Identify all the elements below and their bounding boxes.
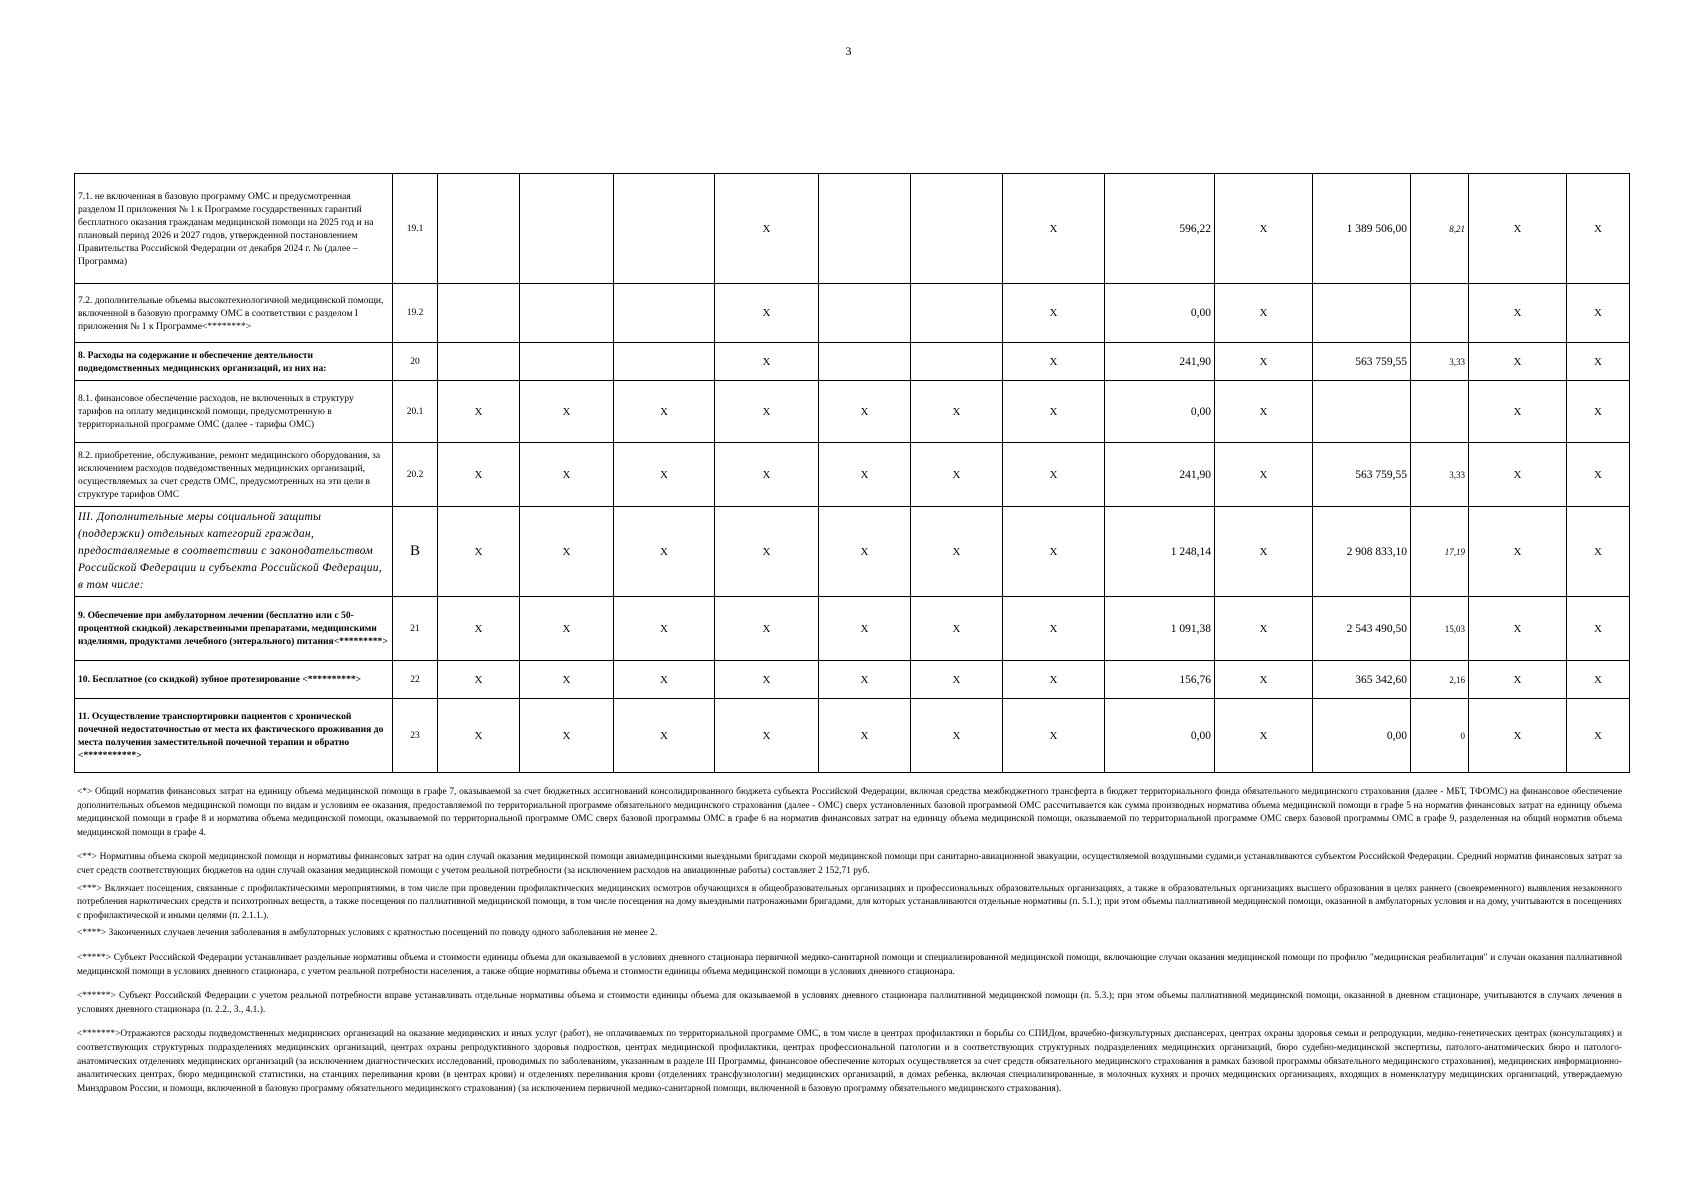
page-number: 3	[845, 44, 852, 58]
table-row	[75, 381, 1630, 443]
cell: X	[1469, 443, 1567, 507]
cell: X	[438, 597, 520, 661]
cell: X	[1215, 661, 1313, 699]
footnote: <******> Субъект Российской Федерации с учетом реальной потребности вправе устанавливать отдельные нормативы объема и стоимости единицы объема для оказываемой в условиях дневного стационара паллиативной медицинской помощи (п. 5.3.); при этом объемы паллиативной медицинской помощи, оказанной в дневном стационаре, учитываются в случаях лечения в условиях дневного стационара (п. 2.2., 3., 4.1.).	[77, 991, 1622, 1015]
cell: 3,33	[1411, 343, 1469, 381]
cell: 563 759,55	[1313, 443, 1411, 507]
cell	[819, 284, 911, 343]
cell: X	[819, 597, 911, 661]
cell: 2 908 833,10	[1313, 507, 1411, 597]
cell: X	[819, 507, 911, 597]
cell: X	[911, 661, 1003, 699]
table-row	[75, 284, 1630, 343]
cell: X	[520, 443, 614, 507]
cell: X	[819, 699, 911, 773]
cell: 2,16	[1411, 661, 1469, 699]
cell: 563 759,55	[1313, 343, 1411, 381]
cell: X	[438, 443, 520, 507]
cell: 596,22	[1105, 174, 1215, 284]
cell: X	[715, 381, 819, 443]
cell: X	[614, 507, 715, 597]
cell: 0,00	[1105, 699, 1215, 773]
row-code: 20	[393, 343, 438, 381]
table-row	[75, 443, 1630, 507]
cell	[911, 284, 1003, 343]
row-code: 19.2	[393, 284, 438, 343]
cell: X	[1469, 661, 1567, 699]
cell: 0	[1411, 699, 1469, 773]
cell	[520, 343, 614, 381]
cell: X	[1215, 343, 1313, 381]
cell	[1411, 284, 1469, 343]
table-row	[75, 507, 1630, 597]
cell: X	[1469, 597, 1567, 661]
cell: X	[1469, 381, 1567, 443]
cell: X	[1469, 507, 1567, 597]
cell: X	[715, 343, 819, 381]
cell: X	[911, 507, 1003, 597]
cell: X	[911, 443, 1003, 507]
cell: X	[1567, 597, 1630, 661]
row-name: 7.1. не включенная в базовую программу ОМС и предусмотренная разделом II приложения № 1 к Программе государственных гарантий бесплатного оказания гражданам медицинской помощи на 2025 год и на плановый период 2026 и 2027 годов, утвержденной постановлением Правительства Российской Федерации от декабря 2024 г. № (далее – Программа)	[75, 174, 393, 284]
cell: 3,33	[1411, 443, 1469, 507]
cell: 2 543 490,50	[1313, 597, 1411, 661]
row-name: 11. Осуществление транспортировки пациентов с хронической почечной недостаточностью от места их фактического проживания до места получения заместительной почечной терапии и обратно <***********>	[75, 699, 393, 773]
cell: X	[1003, 174, 1105, 284]
cell	[438, 174, 520, 284]
cell: X	[614, 597, 715, 661]
cell: X	[1469, 174, 1567, 284]
cell: X	[1567, 381, 1630, 443]
cell: 1 091,38	[1105, 597, 1215, 661]
cell: X	[438, 699, 520, 773]
cell	[520, 284, 614, 343]
row-name: 7.2. дополнительные объемы высокотехнологичной медицинской помощи, включенной в базовую программу ОМС в соответствии с разделом I приложения № 1 к Программе<********>	[75, 284, 393, 343]
row-name: III. Дополнительные меры социальной защиты (поддержки) отдельных категорий граждан, предоставляемые в соответствии с законодательством Российской Федерации и субъекта Российской Федерации, в том числе:	[75, 507, 393, 597]
cell: X	[715, 507, 819, 597]
cell: X	[1567, 699, 1630, 773]
cell	[819, 174, 911, 284]
norms-table	[74, 173, 1630, 773]
cell: X	[1567, 343, 1630, 381]
cell: 0,00	[1105, 381, 1215, 443]
row-name: 8. Расходы на содержание и обеспечение деятельности подведомственных медицинских организаций, из них на:	[75, 343, 393, 381]
cell: X	[614, 381, 715, 443]
cell: 0,00	[1313, 699, 1411, 773]
cell: X	[819, 381, 911, 443]
row-code: 23	[393, 699, 438, 773]
cell: 15,03	[1411, 597, 1469, 661]
cell: X	[1469, 699, 1567, 773]
cell: X	[1567, 443, 1630, 507]
cell: X	[1567, 661, 1630, 699]
cell: X	[438, 507, 520, 597]
cell	[438, 343, 520, 381]
cell: 241,90	[1105, 443, 1215, 507]
cell: X	[1003, 443, 1105, 507]
cell	[614, 174, 715, 284]
footnote: <*****> Субъект Российской Федерации устанавливает раздельные нормативы объема и стоимости единицы объема для оказываемой в условиях дневного стационара первичной медико-санитарной помощи и специализированной медицинской помощи, включающие случаи оказания медицинской помощи по профилю "медицинская реабилитация" и случаи оказания паллиативной медицинской помощи в условиях дневного стационара, с учетом реальной потребности населения, а также общие нормативы объема и стоимости единицы объема медицинской помощи в условиях дневного стационара.	[77, 952, 1622, 977]
cell: X	[1215, 174, 1313, 284]
cell: 156,76	[1105, 661, 1215, 699]
cell: 8,21	[1411, 174, 1469, 284]
footnotes	[77, 786, 1622, 1107]
cell: 0,00	[1105, 284, 1215, 343]
cell	[911, 174, 1003, 284]
cell: 365 342,60	[1313, 661, 1411, 699]
cell: 1 389 506,00	[1313, 174, 1411, 284]
cell: X	[1567, 174, 1630, 284]
cell: X	[1567, 284, 1630, 343]
cell: X	[715, 174, 819, 284]
cell: X	[911, 699, 1003, 773]
cell: X	[1215, 443, 1313, 507]
cell	[520, 174, 614, 284]
cell: X	[1215, 284, 1313, 343]
cell: X	[1003, 381, 1105, 443]
cell: X	[614, 661, 715, 699]
cell: X	[1003, 507, 1105, 597]
cell: X	[520, 597, 614, 661]
cell: X	[1469, 343, 1567, 381]
footnote: <***> Включает посещения, связанные с профилактическими мероприятиями, в том числе при проведении профилактических медицинских осмотров обучающихся в общеобразовательных организациях и профессиональных образовательных организациях, а также в образовательных организациях высшего образования в целях раннего (своевременного) выявления незаконного потребления наркотических средств и психотропных веществ, а также посещения по паллиативной медицинской помощи, в том числе посещения на дому выездными патронажными бригадами, для которых устанавливаются отдельные нормативы (п. 5.1.); при этом объемы паллиативной медицинской помощи, оказанной в амбулаторных условия и на дому, учитываются в посещениях с профилактической и иными целями (п. 2.1.1.).	[77, 883, 1622, 921]
row-name: 9. Обеспечение при амбулаторном лечении (бесплатно или с 50-процентной скидкой) лекарственными препаратами, медицинскими изделиями, продуктами лечебного (энтерального) питания<*********>	[75, 597, 393, 661]
cell: X	[1003, 699, 1105, 773]
cell	[438, 284, 520, 343]
cell	[1411, 381, 1469, 443]
cell: X	[1215, 381, 1313, 443]
cell: X	[715, 284, 819, 343]
cell: 1 248,14	[1105, 507, 1215, 597]
table-row	[75, 174, 1630, 284]
table-row	[75, 661, 1630, 699]
cell: X	[438, 381, 520, 443]
cell: X	[1567, 507, 1630, 597]
cell: X	[614, 699, 715, 773]
cell: X	[1003, 284, 1105, 343]
cell: X	[1003, 597, 1105, 661]
footnote: <*> Общий норматив финансовых затрат на единицу объема медицинской помощи в графе 7, оказываемой за счет бюджетных ассигнований консолидированного бюджета субъекта Российской Федерации, включая средства межбюджетного трансферта в бюджет территориального фонда обязательного медицинского страхования (далее - МБТ, ТФОМС) на финансовое обеспечение дополнительных объемов медицинской помощи по видам и условиям ее оказания, предоставляемой по территориальной программе обязательного медицинского страхования (далее - ОМС) сверх установленных базовой программой ОМС рассчитывается как сумма производных норматива объема медицинской помощи в графе 5 на норматив финансовых затрат на единицу объема медицинской помощи в графе 8 и норматива объема медицинской помощи, оказываемой по территориальной программе ОМС сверх базовой программы ОМС в графе 6 на норматив финансовых затрат на единицу объема медицинской помощи, оказываемой по территориальной программе ОМС сверх базовой программы ОМС в графе 9, разделенная на общий норматив объема медицинской помощи в графе 4.	[77, 787, 1622, 838]
cell: X	[1215, 597, 1313, 661]
footnote: <*******>Отражаются расходы подведомственных медицинских организаций на оказание медицинских и иных услуг (работ), не оплачиваемых по территориальной программе ОМС, в том числе в центрах профилактики и борьбы со СПИДом, врачебно-физкультурных диспансерах, центрах охраны здоровья семьи и репродукции, медико-генетических центрах (консультациях) и соответствующих структурных подразделениях медицинских организаций, центрах охраны репродуктивного здоровья подростков, центрах медицинской профилактики, центрах профессиональной патологии и в соответствующих структурных подразделениях медицинских организаций, бюро судебно-медицинской экспертизы, патолого-анатомических бюро и патолого-анатомических отделениях медицинских организаций (за исключением диагностических исследований, проводимых по заболеваниям, указанным в разделе III Программы, финансовое обеспечение которых осуществляется за счет средств обязательного медицинского страхования в рамках базовой программы обязательного медицинского страхования), медицинских информационно-аналитических центрах, бюро медицинской статистики, на станциях переливания крови (в центрах крови) и отделениях переливания крови (отделениях трансфузиологии) медицинских организаций, в домах ребенка, включая специализированные, в молочных кухнях и прочих медицинских организациях, входящих в номенклатуру медицинских организаций, утверждаемую Минздравом России, и помощи, включенной в базовую программу обязательного медицинского страхования) (за исключением первичной медико-санитарной помощи, включенной в базовую программу обязательного медицинского страхования).	[77, 1029, 1622, 1094]
row-code: В	[393, 507, 438, 597]
cell: X	[1215, 699, 1313, 773]
cell: X	[819, 443, 911, 507]
footnote: <****> Законченных случаев лечения заболевания в амбулаторных условиях с кратностью посещений по поводу одного заболевания не менее 2.	[77, 928, 658, 939]
row-name: 8.2. приобретение, обслуживание, ремонт медицинского оборудования, за исключением расходов подведомственных медицинских организаций, осуществляемых за счет средств ОМС, предусмотренных на эти цели в структуре тарифов ОМС	[75, 443, 393, 507]
cell: X	[1003, 661, 1105, 699]
row-code: 22	[393, 661, 438, 699]
row-code: 20.1	[393, 381, 438, 443]
cell: X	[520, 661, 614, 699]
cell: X	[715, 661, 819, 699]
cell: X	[438, 661, 520, 699]
cell	[1313, 284, 1411, 343]
row-name: 8.1. финансовое обеспечение расходов, не включенных в структуру тарифов на оплату медицинской помощи, предусмотренную в территориальной программе ОМС (далее - тарифы ОМС)	[75, 381, 393, 443]
row-code: 21	[393, 597, 438, 661]
cell	[911, 343, 1003, 381]
cell: 241,90	[1105, 343, 1215, 381]
cell	[1313, 381, 1411, 443]
cell	[614, 343, 715, 381]
cell: X	[520, 381, 614, 443]
cell: X	[715, 443, 819, 507]
footnote: <**> Нормативы объема скорой медицинской помощи и нормативы финансовых затрат на один случай оказания медицинской помощи авиамедицинскими выездными бригадами скорой медицинской помощи при санитарно-авиационной эвакуации, осуществляемой воздушными судами,и устанавливаются субъектом Российской Федерации. Средний норматив финансовых затрат за счет средств соответствующих бюджетов на один случай оказания медицинской помощи с учетом реальной потребности (за исключением расходов на авиационные работы) составляет 2 152,71 руб.	[77, 852, 1622, 876]
table-row	[75, 597, 1630, 661]
cell: X	[715, 597, 819, 661]
cell: X	[614, 443, 715, 507]
cell	[819, 343, 911, 381]
cell: 17,19	[1411, 507, 1469, 597]
cell: X	[911, 381, 1003, 443]
cell: X	[520, 507, 614, 597]
row-code: 20.2	[393, 443, 438, 507]
row-code: 19.1	[393, 174, 438, 284]
cell: X	[715, 699, 819, 773]
cell: X	[1469, 284, 1567, 343]
cell	[614, 284, 715, 343]
cell: X	[1003, 343, 1105, 381]
cell: X	[1215, 507, 1313, 597]
cell: X	[819, 661, 911, 699]
cell: X	[520, 699, 614, 773]
table-row	[75, 699, 1630, 773]
cell: X	[911, 597, 1003, 661]
table-row	[75, 343, 1630, 381]
row-name: 10. Бесплатное (со скидкой) зубное протезирование <**********>	[75, 661, 393, 699]
